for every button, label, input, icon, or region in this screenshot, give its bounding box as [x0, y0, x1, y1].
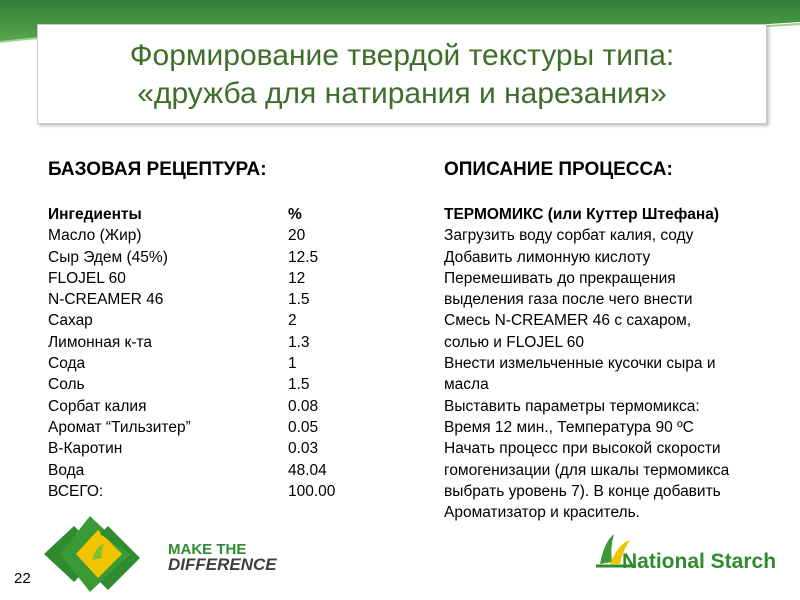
- ingredient-name: Сыр Эдем (45%): [48, 248, 168, 266]
- process-line: Ароматизатор и краситель.: [444, 504, 640, 522]
- ingredient-name: Сорбат калия: [48, 397, 147, 415]
- process-line: Внести измельченные кусочки сыра и: [444, 355, 716, 373]
- recipe-column-ingredients: Ингедиенты: [48, 206, 142, 223]
- ingredient-percent: 1: [288, 355, 297, 373]
- ingredient-percent: 0.03: [288, 440, 319, 458]
- ingredient-name: Лимонная к-та: [48, 333, 153, 351]
- brand-name: National Starch: [622, 550, 777, 573]
- process-line: Добавить лимонную кислоту: [444, 248, 651, 266]
- page-number: 22: [14, 570, 31, 587]
- ingredient-percent: 12: [288, 269, 306, 287]
- recipe-heading: БАЗОВАЯ РЕЦЕПТУРА:: [48, 159, 267, 180]
- process-heading: ОПИСАНИЕ ПРОЦЕССА:: [444, 159, 673, 180]
- ingredient-percent: 0.08: [288, 397, 319, 415]
- national-starch-logo: [596, 528, 786, 583]
- ingredient-name: Масло (Жир): [48, 227, 142, 245]
- ingredient-name: N-CREAMER 46: [48, 291, 164, 309]
- ingredient-name: Аромат “Тильзитер”: [48, 418, 191, 436]
- process-line: Перемешивать до прекращения: [444, 269, 676, 287]
- ingredient-name: Сода: [48, 355, 86, 373]
- process-line: солью и FLOJEL 60: [444, 333, 585, 351]
- ingredient-percent: 12.5: [288, 248, 319, 266]
- ingredient-percent: 100.00: [288, 482, 336, 500]
- process-line: выделения газа после чего внести: [444, 291, 693, 309]
- process-line: Начать процесс при высокой скорости: [444, 440, 721, 458]
- process-line: масла: [444, 376, 489, 394]
- slide-title-line-1: Формирование твердой текстуры типа:: [129, 39, 675, 72]
- process-line: Загрузить воду сорбат калия, соду: [444, 227, 694, 245]
- ingredient-name: FLOJEL 60: [48, 269, 126, 287]
- process-line: выбрать уровень 7). В конце добавить: [444, 482, 721, 500]
- ingredient-name: ВСЕГО:: [48, 482, 104, 500]
- ingredient-percent: 1.3: [288, 333, 310, 351]
- process-line: гомогенизации (для шкалы термомикса: [444, 461, 730, 479]
- ingredient-percent: 1.5: [288, 291, 310, 309]
- slogan-line-2: DIFFERENCE: [168, 555, 277, 574]
- ingredient-percent: 20: [288, 227, 306, 245]
- ingredient-name: B-Каротин: [48, 440, 123, 458]
- process-line: Выставить параметры термомикса:: [444, 397, 700, 415]
- ingredient-percent: 48.04: [288, 461, 327, 479]
- make-the-difference-logo: [36, 508, 286, 594]
- ingredient-percent: 2: [288, 312, 297, 330]
- ingredient-name: Сахар: [48, 312, 93, 330]
- title-box: [37, 24, 767, 124]
- ingredient-name: Соль: [48, 376, 85, 394]
- process-description: [444, 204, 729, 523]
- ingredient-percent: 0.05: [288, 418, 319, 436]
- slogan-line-1: MAKE THE: [168, 541, 247, 558]
- ingredient-percent: 1.5: [288, 376, 310, 394]
- process-line: ТЕРМОМИКС (или Куттер Штефана): [444, 206, 720, 223]
- process-line: Время 12 мин., Температура 90 ºC: [444, 418, 694, 436]
- recipe-column-percent: %: [288, 206, 302, 223]
- ingredient-name: Вода: [48, 461, 85, 479]
- slide-title-line-2: «дружба для натирания и нарезания»: [137, 77, 667, 110]
- process-line: Смесь N-CREAMER 46 с сахаром,: [444, 312, 692, 330]
